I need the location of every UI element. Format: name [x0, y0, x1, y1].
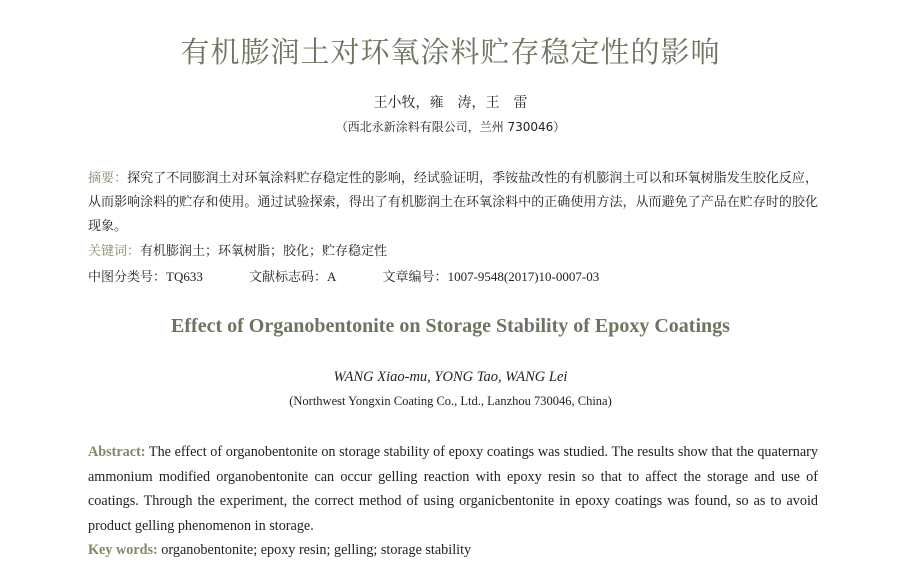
- clc-number: [88, 266, 203, 289]
- english-affiliation: (Northwest Yongxin Coating Co., Ltd., Lanzhou 730046, China): [289, 394, 612, 408]
- article-number: [383, 266, 600, 289]
- chinese-abstract: [88, 167, 818, 239]
- chinese-title: 有机膨润土对环氧涂料贮存稳定性的影响: [180, 35, 721, 69]
- chinese-affiliation: （西北永新涂料有限公司，兰州 730046）: [335, 120, 566, 134]
- english-abstract-text: The effect of organobentonite on storage stability of epoxy coatings was studied. The results show that the quaternary ammonium modified organobentonite can occur gelling reaction with epoxy resin so that to affect the storage and use of coatings. Through the experiment, the correct method of using organicbentonite in epoxy coatings was found, so as to avoid product gelling phenomenon in storage.: [88, 444, 818, 534]
- chinese-authors: 王小牧，雍 涛，王 雷: [373, 95, 528, 111]
- english-keywords: [88, 539, 818, 561]
- article-number-label: 文章编号：: [382, 270, 448, 285]
- chinese-keywords-text: 有机膨润土；环氧树脂；胶化；贮存稳定性: [140, 244, 388, 259]
- document-code: [249, 266, 336, 289]
- clc-value: TQ633: [166, 269, 203, 284]
- english-keywords-label: Key words:: [88, 542, 158, 558]
- classification-line: [88, 266, 818, 289]
- chinese-abstract-label: 摘要：: [88, 171, 128, 186]
- english-title: Effect of Organobentonite on Storage Stability of Epoxy Coatings: [171, 315, 730, 337]
- english-abstract-label: Abstract:: [88, 444, 146, 460]
- english-authors: WANG Xiao-mu, YONG Tao, WANG Lei: [333, 369, 568, 385]
- document-code-value: A: [327, 269, 337, 284]
- clc-label: 中图分类号：: [88, 270, 167, 285]
- article-number-value: 1007-9548(2017)10-0007-03: [447, 269, 600, 284]
- english-keywords-text: organobentonite; epoxy resin; gelling; storage stability: [161, 542, 472, 558]
- chinese-keywords: [88, 241, 818, 263]
- english-abstract: [88, 440, 818, 538]
- document-code-label: 文献标志码：: [249, 270, 328, 285]
- chinese-keywords-label: 关键词：: [88, 244, 141, 259]
- chinese-abstract-text: 探究了不同膨润土对环氧涂料贮存稳定性的影响，经试验证明，季铵盐改性的有机膨润土可以和环氧树脂发生胶化反应，从而影响涂料的贮存和使用。通过试验探索，得出了有机膨润土在环氧涂料中的正确使用方法，从而避免了产品在贮存时的胶化现象。: [88, 171, 818, 234]
